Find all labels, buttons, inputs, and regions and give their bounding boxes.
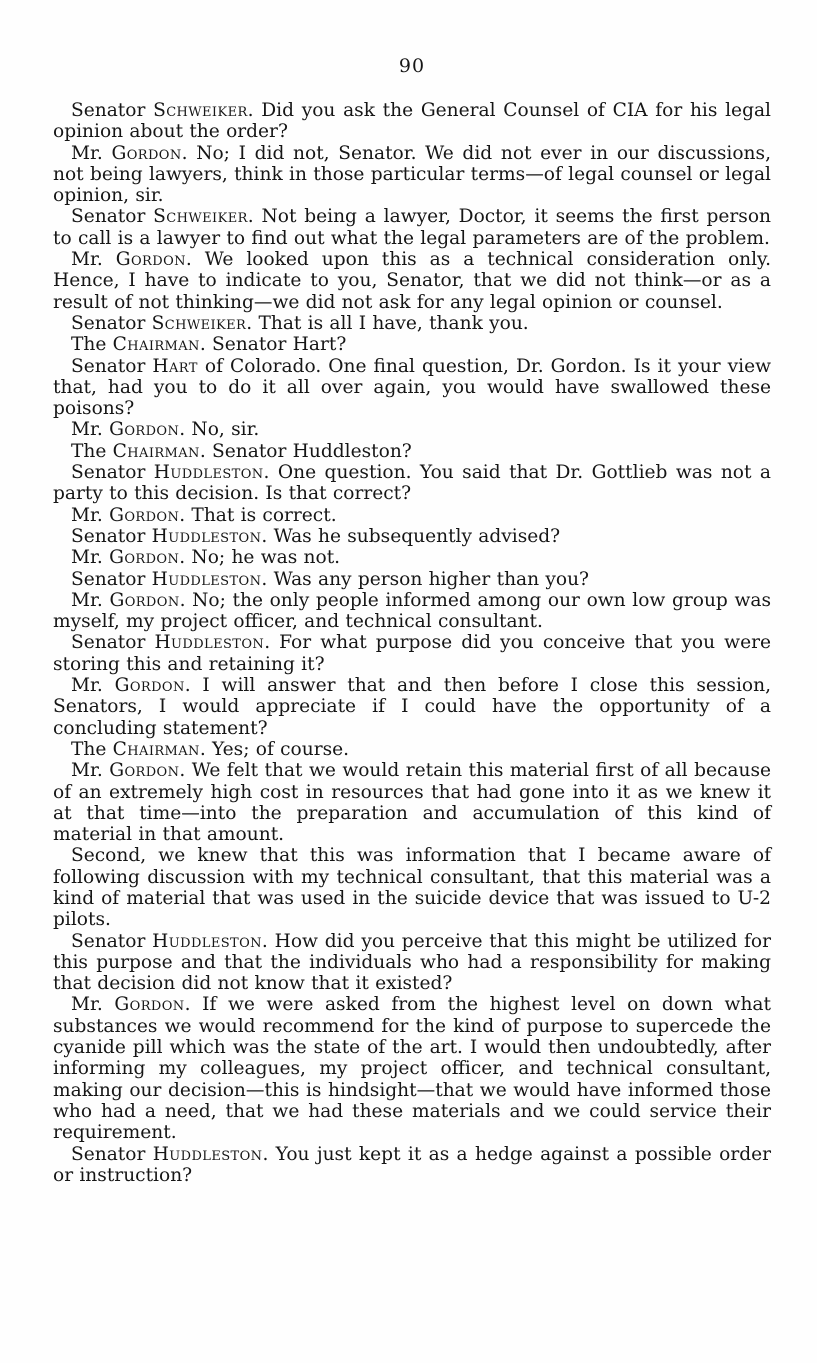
- speaker-name: Huddleston: [151, 525, 262, 547]
- transcript-paragraph: [53, 462, 771, 505]
- transcript-paragraph: [53, 931, 771, 995]
- transcript-paragraph: [53, 994, 771, 1143]
- transcript-paragraph: [53, 143, 771, 207]
- speaker-name: Chairman: [112, 440, 200, 462]
- transcript-paragraph: [53, 334, 771, 355]
- paragraph-text: . Not being a lawyer, Doctor, it seems the first person to call is a lawyer to find out what the legal parameters are of the problem.: [53, 206, 772, 249]
- speaker-name: Gordon: [114, 994, 185, 1016]
- paragraph-text: . We looked upon this as a technical consideration only. Hence, I have to indicate to you, Senator, that we did not think—or as a result of not thinking—we did not ask for any legal opinion or counsel.: [53, 249, 771, 313]
- paragraph-text: . For what purpose did you conceive that you were storing this and retaining it?: [53, 632, 771, 675]
- paragraph-text: . How did you perceive that this might be utilized for this purpose and that the individuals who had a responsibility for making that decision did not know that it existed?: [53, 930, 772, 995]
- paragraph-text: The: [71, 334, 113, 356]
- paragraph-text: Mr.: [71, 419, 110, 441]
- speaker-name: Huddleston: [154, 632, 265, 654]
- speaker-name: Gordon: [109, 760, 180, 782]
- paragraph-text: Senator: [71, 930, 153, 952]
- paragraph-text: The: [71, 738, 113, 760]
- paragraph-text: . Senator Hart?: [199, 334, 347, 356]
- transcript-paragraph: [53, 356, 771, 420]
- paragraph-text: Mr.: [71, 142, 112, 164]
- transcript-paragraph: [53, 547, 771, 568]
- transcript-paragraph: [53, 313, 771, 334]
- paragraph-text: Senator: [71, 525, 152, 547]
- transcript-paragraph: [53, 526, 771, 547]
- paragraph-text: . Yes; of course.: [199, 738, 350, 760]
- paragraph-text: Mr.: [71, 547, 110, 569]
- speaker-name: Gordon: [111, 142, 182, 164]
- speaker-name: Gordon: [115, 249, 186, 271]
- paragraph-text: . If we were asked from the highest level on down what substances we would recommend for the kind of purpose to supercede the cyanide pill which was the state of the art. I would then undoubtedly, after informing my colleagues, my project officer, and technical consultant, making our decision—this is hindsight—that we would have informed those who had a need, that we had these materials and we could service their requirement.: [53, 994, 771, 1144]
- transcript-paragraph: [53, 845, 771, 930]
- paragraph-text: Mr.: [71, 675, 115, 697]
- paragraph-text: Senator: [71, 355, 153, 377]
- speaker-name: Schweiker: [153, 206, 248, 228]
- paragraph-text: Senator: [71, 312, 152, 334]
- paragraph-text: The: [71, 440, 113, 462]
- paragraph-text: Mr.: [71, 249, 116, 271]
- paragraph-text: . I will answer that and then before I close this session, Senators, I would appreciate if I could have the opportunity of a concluding statement?: [53, 675, 771, 739]
- speaker-name: Chairman: [112, 334, 200, 356]
- paragraph-text: Mr.: [71, 589, 110, 611]
- paragraph-text: . That is all I have, thank you.: [246, 312, 529, 334]
- paragraph-text: Senator: [71, 100, 154, 121]
- paragraph-text: . Did you ask the General Counsel of CIA for his legal opinion about the order?: [53, 100, 772, 143]
- paragraph-text: . You just kept it as a hedge against a possible order or instruction?: [53, 1143, 771, 1186]
- transcript-paragraph: [53, 100, 771, 143]
- transcript-paragraph: [53, 441, 771, 462]
- paragraph-text: . No; he was not.: [179, 547, 341, 569]
- paragraph-text: . Was he subsequently advised?: [261, 525, 561, 547]
- transcript-paragraph: [53, 249, 771, 313]
- transcript-paragraph: [53, 739, 771, 760]
- speaker-name: Gordon: [109, 419, 180, 441]
- speaker-name: Huddleston: [151, 568, 262, 590]
- paragraph-text: Second, we knew that this was information that I became aware of following discussion with my technical consultant, that this material was a kind of material that was used in the suicide device that was issued to U-2 pilots.: [53, 845, 771, 931]
- paragraph-text: Mr.: [71, 994, 115, 1016]
- speaker-name: Chairman: [112, 738, 200, 760]
- paragraph-text: . Senator Huddleston?: [199, 440, 412, 462]
- speaker-name: Huddleston: [153, 462, 264, 484]
- transcript-paragraph: [53, 760, 771, 845]
- transcript-paragraph: [53, 569, 771, 590]
- speaker-name: Hart: [152, 355, 198, 377]
- paragraph-text: Senator: [71, 632, 155, 654]
- paragraph-text: Mr.: [71, 504, 110, 526]
- paragraph-text: . One question. You said that Dr. Gottlieb was not a party to this decision. Is that correct?: [53, 462, 771, 505]
- transcript-paragraph: [53, 632, 771, 675]
- speaker-name: Gordon: [109, 547, 180, 569]
- transcript-paragraph: [53, 206, 771, 249]
- speaker-name: Gordon: [109, 504, 180, 526]
- paragraph-text: Senator: [71, 206, 154, 228]
- speaker-name: Huddleston: [152, 1143, 263, 1165]
- paragraph-text: Mr.: [71, 760, 110, 782]
- paragraph-text: . We felt that we would retain this material first of all because of an extremely high cost in resources that had gone into it as we knew it at that time—into the preparation and accumulation of this kind of material in that amount.: [53, 760, 771, 846]
- speaker-name: Schweiker: [151, 312, 247, 334]
- paragraph-text: . That is correct.: [179, 504, 337, 526]
- transcript-paragraph: [53, 1144, 771, 1187]
- paragraph-text: . No, sir.: [179, 419, 260, 441]
- transcript-paragraph: [53, 419, 771, 440]
- speaker-name: Huddleston: [152, 930, 262, 952]
- speaker-name: Gordon: [109, 589, 180, 611]
- transcript-paragraph: [53, 675, 771, 739]
- speaker-name: Gordon: [114, 675, 185, 697]
- page-number: 90: [398, 55, 426, 77]
- transcript-body: [53, 100, 771, 1186]
- paragraph-text: Senator: [71, 568, 152, 590]
- paragraph-text: Senator: [71, 462, 154, 484]
- page-content: [53, 55, 771, 1186]
- paragraph-text: . No; the only people informed among our own low group was myself, my project officer, and technical consultant.: [53, 589, 772, 633]
- paragraph-text: . No; I did not, Senator. We did not ever in our discussions, not being lawyers, think in those particular terms—of legal counsel or legal opinion, sir.: [53, 142, 771, 207]
- speaker-name: Schweiker: [153, 100, 248, 121]
- paragraph-text: of Colorado. One final question, Dr. Gordon. Is it your view that, had you to do it all over again, you would have swallowed these poisons?: [53, 355, 771, 420]
- transcript-paragraph: [53, 590, 771, 633]
- transcript-paragraph: [53, 505, 771, 526]
- paragraph-text: Senator: [71, 1143, 153, 1165]
- paragraph-text: . Was any person higher than you?: [261, 568, 590, 590]
